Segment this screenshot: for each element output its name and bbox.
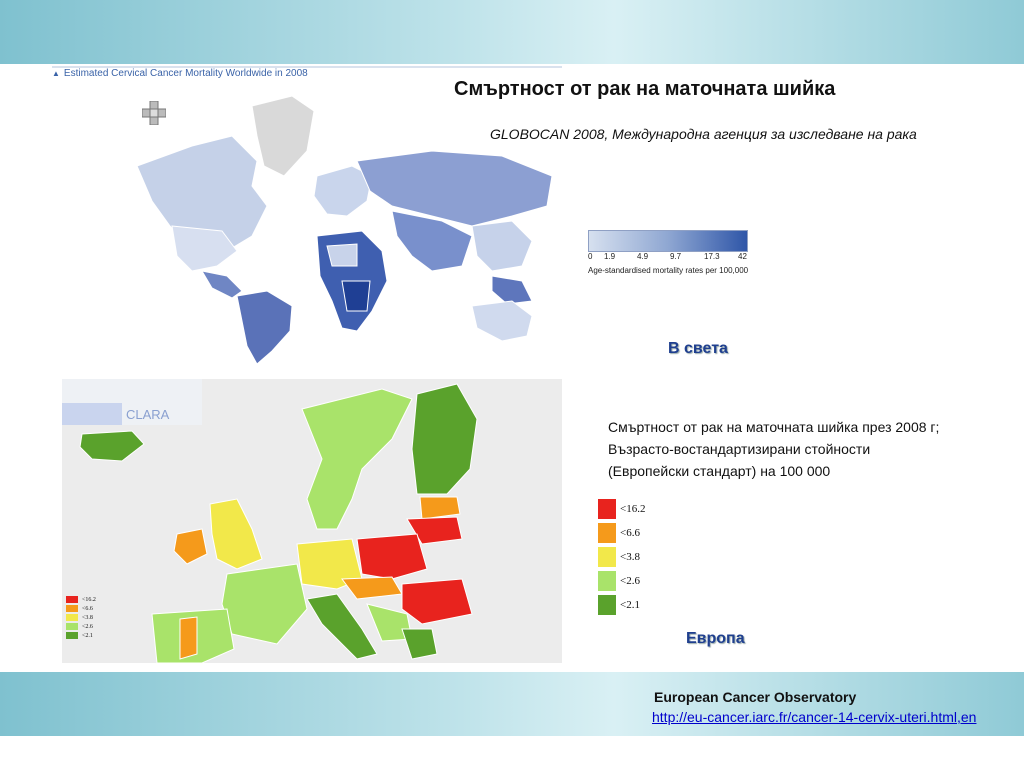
legend-row [598,545,645,569]
legend-row [598,593,645,617]
legend-swatch [598,547,616,567]
mini-legend-row: <3.8 [66,613,96,622]
europe-description-line: (Европейски стандарт) на 100 000 [608,463,831,479]
legend-row [598,521,645,545]
legend-label: <2.6 [620,575,640,587]
europe-map [62,379,562,663]
legend-swatch [598,523,616,543]
scale-tick: 9.7 [670,252,682,261]
scale-gradient-bar [588,230,748,252]
legend-swatch [598,499,616,519]
scale-caption: Age-standardised mortality rates per 100,000 [588,266,749,275]
scale-tick: 17.3 [704,252,720,261]
scale-tick: 4.9 [637,252,649,261]
europe-description [608,416,1008,482]
legend-label: <2.1 [620,599,640,611]
region-label-europe: Европа [686,630,745,647]
mini-legend-row: <6.6 [66,604,96,613]
world-map-header-text: Estimated Cervical Cancer Mortality Worldwide in 2008 [63,68,308,79]
source-link[interactable]: http://eu-cancer.iarc.fr/cancer-14-cervix-uteri.html,en [652,709,977,725]
mini-legend-row: <16.2 [66,595,96,604]
legend-swatch [598,595,616,615]
scale-tick: 0 [588,252,593,261]
map-pan-control[interactable] [142,101,166,125]
world-scale-legend [588,230,788,280]
legend-label: <16.2 [620,503,646,515]
legend-label: <6.6 [620,527,640,539]
legend-row [598,497,645,521]
legend-label: <3.8 [620,551,640,563]
page-title: Смъртност от рак на маточната шийка [454,78,836,100]
europe-logo-text: CLARA [126,407,170,422]
scale-tick: 1.9 [604,252,616,261]
region-label-world: В света [668,340,728,357]
world-map [52,66,562,366]
source-name: European Cancer Observatory [654,689,857,705]
page-subtitle: GLOBOCAN 2008, Международна агенция за изследване на рака [490,126,917,142]
legend-row [598,569,645,593]
bottom-banner [0,672,1024,736]
legend-swatch [598,571,616,591]
europe-description-line: Смъртност от рак на маточната шийка през 2008 г; [608,419,940,435]
top-banner [0,0,1024,64]
scale-tick: 42 [738,252,747,261]
triangle-icon: ▲ [52,69,60,78]
europe-map-mini-legend [66,595,96,640]
europe-legend [598,497,645,617]
europe-description-line: Възрасто-востандартизирани стойности [608,441,871,457]
mini-legend-row: <2.6 [66,622,96,631]
mini-legend-row: <2.1 [66,631,96,640]
